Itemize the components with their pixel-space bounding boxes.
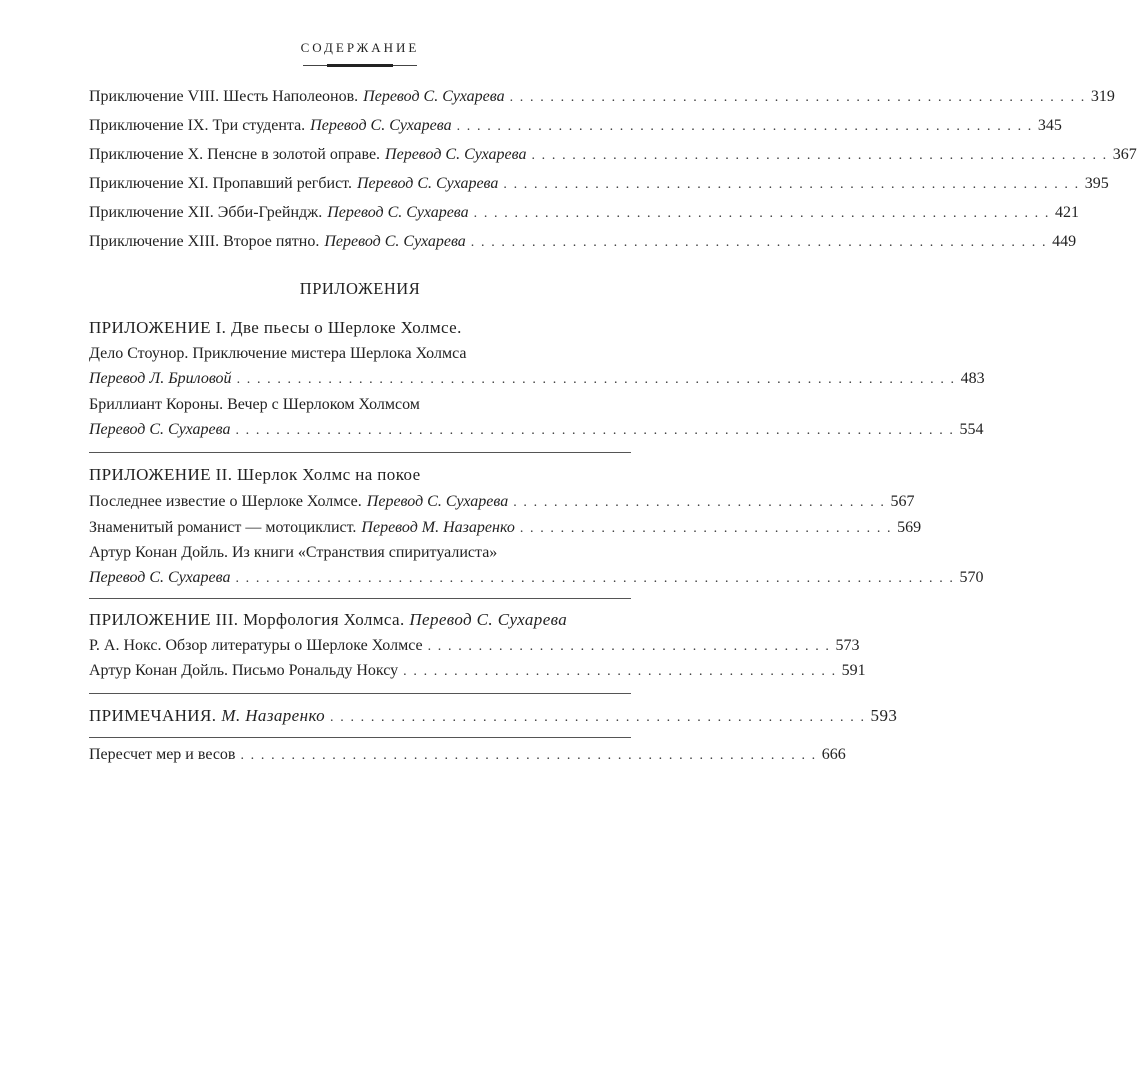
page-header (0, 40, 720, 56)
toc-entry[interactable] (89, 659, 866, 683)
dot-leader: . . . . . . . . . . . . . . . . . . . . . . . . . . . . . . . . . . . . . . . . (427, 639, 831, 654)
toc-entry-page: 421 (1054, 204, 1079, 221)
toc-entry[interactable] (89, 418, 984, 442)
toc-entry-page: 591 (841, 662, 866, 679)
toc-entry-page: 367 (1112, 146, 1137, 163)
dot-leader: . . . . . . . . . . . . . . . . . . . . . . . . . . . . . . . . . . . . . . . . . . . . . . . . . . . . . (330, 710, 866, 725)
appendix-3-heading-title: ПРИЛОЖЕНИЕ III. Морфология Холмса. (89, 610, 405, 629)
toc-entry-translator: Перевод С. Сухарева (89, 569, 231, 586)
toc-entry[interactable] (89, 566, 984, 590)
dot-leader: . . . . . . . . . . . . . . . . . . . . . . . . . . . . . . . . . . . . . . . . . . . . . . . . . . . . . . . . . (470, 235, 1048, 250)
toc-entry[interactable] (89, 114, 1062, 138)
toc-entry[interactable] (89, 201, 1079, 225)
section-divider (89, 693, 631, 694)
toc-entry-title: Приключение VIII. Шесть Наполеонов. (89, 88, 359, 105)
dot-leader: . . . . . . . . . . . . . . . . . . . . . . . . . . . . . . . . . . . . . . . . . . . . . . . . . . . . . . . . . (503, 177, 1080, 192)
toc-entry-page: 449 (1052, 233, 1077, 250)
appendix-2-heading: ПРИЛОЖЕНИЕ II. Шерлок Холмс на покое (89, 465, 421, 484)
section-divider (89, 598, 631, 599)
appendix-2-item-3-title: Артур Конан Дойль. Из книги «Странствия спиритуалиста» (89, 544, 498, 561)
section-divider (89, 452, 631, 453)
appendix-1-heading: ПРИЛОЖЕНИЕ I. Две пьесы о Шерлоке Холмсе. (89, 318, 462, 337)
appendix-3-heading (89, 608, 567, 632)
toc-entry-translator: Перевод Л. Бриловой (89, 370, 232, 387)
measures-title: Пересчет мер и весов (89, 746, 236, 763)
toc-entry-translator: Перевод С. Сухарева (363, 88, 505, 105)
toc-entry-page: 569 (897, 519, 922, 536)
toc-entry-page: 483 (960, 370, 985, 387)
toc-entry-page: 319 (1090, 88, 1115, 105)
toc-entry-title: Приключение XI. Пропавший регбист. (89, 175, 352, 192)
toc-entry-translator: Перевод С. Сухарева (89, 421, 231, 438)
toc-entry-translator: Перевод М. Назаренко (361, 519, 515, 536)
toc-entry[interactable] (89, 85, 1115, 109)
dot-leader: . . . . . . . . . . . . . . . . . . . . . . . . . . . . . . . . . . . . . (519, 521, 893, 536)
dot-leader: . . . . . . . . . . . . . . . . . . . . . . . . . . . . . . . . . . . . . (513, 495, 886, 510)
section-divider (89, 737, 631, 738)
toc-entry-translator: Перевод С. Сухарева (366, 493, 509, 510)
notes-page: 593 (870, 706, 898, 725)
toc-entry-translator: Перевод С. Сухарева (310, 117, 452, 134)
toc-entry[interactable] (89, 143, 1137, 167)
dot-leader: . . . . . . . . . . . . . . . . . . . . . . . . . . . . . . . . . . . . . . . . . . . . . . . . . . . . . . . . . (240, 748, 817, 763)
toc-entry[interactable] (89, 634, 860, 658)
dot-leader: . . . . . . . . . . . . . . . . . . . . . . . . . . . . . . . . . . . . . . . . . . . . . . . . . . . . . . . . . (531, 148, 1108, 163)
appendix-1-item-1-title: Дело Стоунор. Приключение мистера Шерлока Холмса (89, 345, 467, 362)
dot-leader: . . . . . . . . . . . . . . . . . . . . . . . . . . . . . . . . . . . . . . . . . . . (403, 664, 837, 679)
toc-entry-page: 554 (959, 421, 984, 438)
dot-leader: . . . . . . . . . . . . . . . . . . . . . . . . . . . . . . . . . . . . . . . . . . . . . . . . . . . . . . . . . (456, 119, 1033, 134)
toc-entry-page: 345 (1037, 117, 1062, 134)
toc-entry-title: Приключение XIII. Второе пятно. (89, 233, 320, 250)
toc-entry-title: Приключение X. Пенсне в золотой оправе. (89, 146, 381, 163)
appendices-heading: ПРИЛОЖЕНИЯ (299, 279, 421, 298)
toc-entry-title: Артур Конан Дойль. Письмо Рональду Ноксу (89, 662, 399, 679)
toc-entry[interactable] (89, 230, 1077, 254)
dot-leader: . . . . . . . . . . . . . . . . . . . . . . . . . . . . . . . . . . . . . . . . . . . . . . . . . . . . . . . . . . . . . . . . . . . . . . . (235, 423, 955, 438)
dot-leader: . . . . . . . . . . . . . . . . . . . . . . . . . . . . . . . . . . . . . . . . . . . . . . . . . . . . . . . . . (509, 90, 1086, 105)
toc-entry-title: Последнее известие о Шерлоке Холмсе. (89, 493, 362, 510)
toc-entry-page: 395 (1084, 175, 1109, 192)
toc-entry-translator: Перевод С. Сухарева (356, 175, 499, 192)
toc-entry-page: 573 (835, 637, 860, 654)
toc-entry-translator: Перевод С. Сухарева (385, 146, 527, 163)
toc-entry-title: Приключение XII. Эбби-Грейндж. (89, 204, 323, 221)
dot-leader: . . . . . . . . . . . . . . . . . . . . . . . . . . . . . . . . . . . . . . . . . . . . . . . . . . . . . . . . . (473, 206, 1050, 221)
toc-entry-measures[interactable] (89, 743, 846, 767)
page-header-title: СОДЕРЖАНИЕ (300, 40, 420, 55)
notes-title: ПРИМЕЧАНИЯ. (89, 706, 217, 725)
appendix-1-item-2-title: Бриллиант Короны. Вечер с Шерлоком Холмсом (89, 396, 420, 413)
toc-entry-title: Р. А. Нокс. Обзор литературы о Шерлоке Холмсе (89, 637, 423, 654)
dot-leader: . . . . . . . . . . . . . . . . . . . . . . . . . . . . . . . . . . . . . . . . . . . . . . . . . . . . . . . . . . . . . . . . . . . . . . . (236, 372, 956, 387)
appendix-3-heading-translator: Перевод С. Сухарева (409, 610, 568, 629)
toc-entry[interactable] (89, 367, 985, 391)
toc-entry[interactable] (89, 490, 915, 514)
toc-entry-notes[interactable] (89, 704, 898, 728)
toc-entry-title: Знаменитый романист — мотоциклист. (89, 519, 357, 536)
toc-entry-page: 570 (959, 569, 984, 586)
toc-entry[interactable] (89, 516, 922, 540)
header-ornament-rule (303, 65, 417, 66)
toc-entry[interactable] (89, 172, 1109, 196)
toc-entry-page: 567 (890, 493, 915, 510)
notes-author: М. Назаренко (221, 706, 326, 725)
dot-leader: . . . . . . . . . . . . . . . . . . . . . . . . . . . . . . . . . . . . . . . . . . . . . . . . . . . . . . . . . . . . . . . . . . . . . . . (235, 571, 955, 586)
toc-entry-translator: Перевод С. Сухарева (327, 204, 469, 221)
measures-page: 666 (821, 746, 846, 763)
toc-entry-translator: Перевод С. Сухарева (324, 233, 466, 250)
toc-entry-title: Приключение IX. Три студента. (89, 117, 306, 134)
